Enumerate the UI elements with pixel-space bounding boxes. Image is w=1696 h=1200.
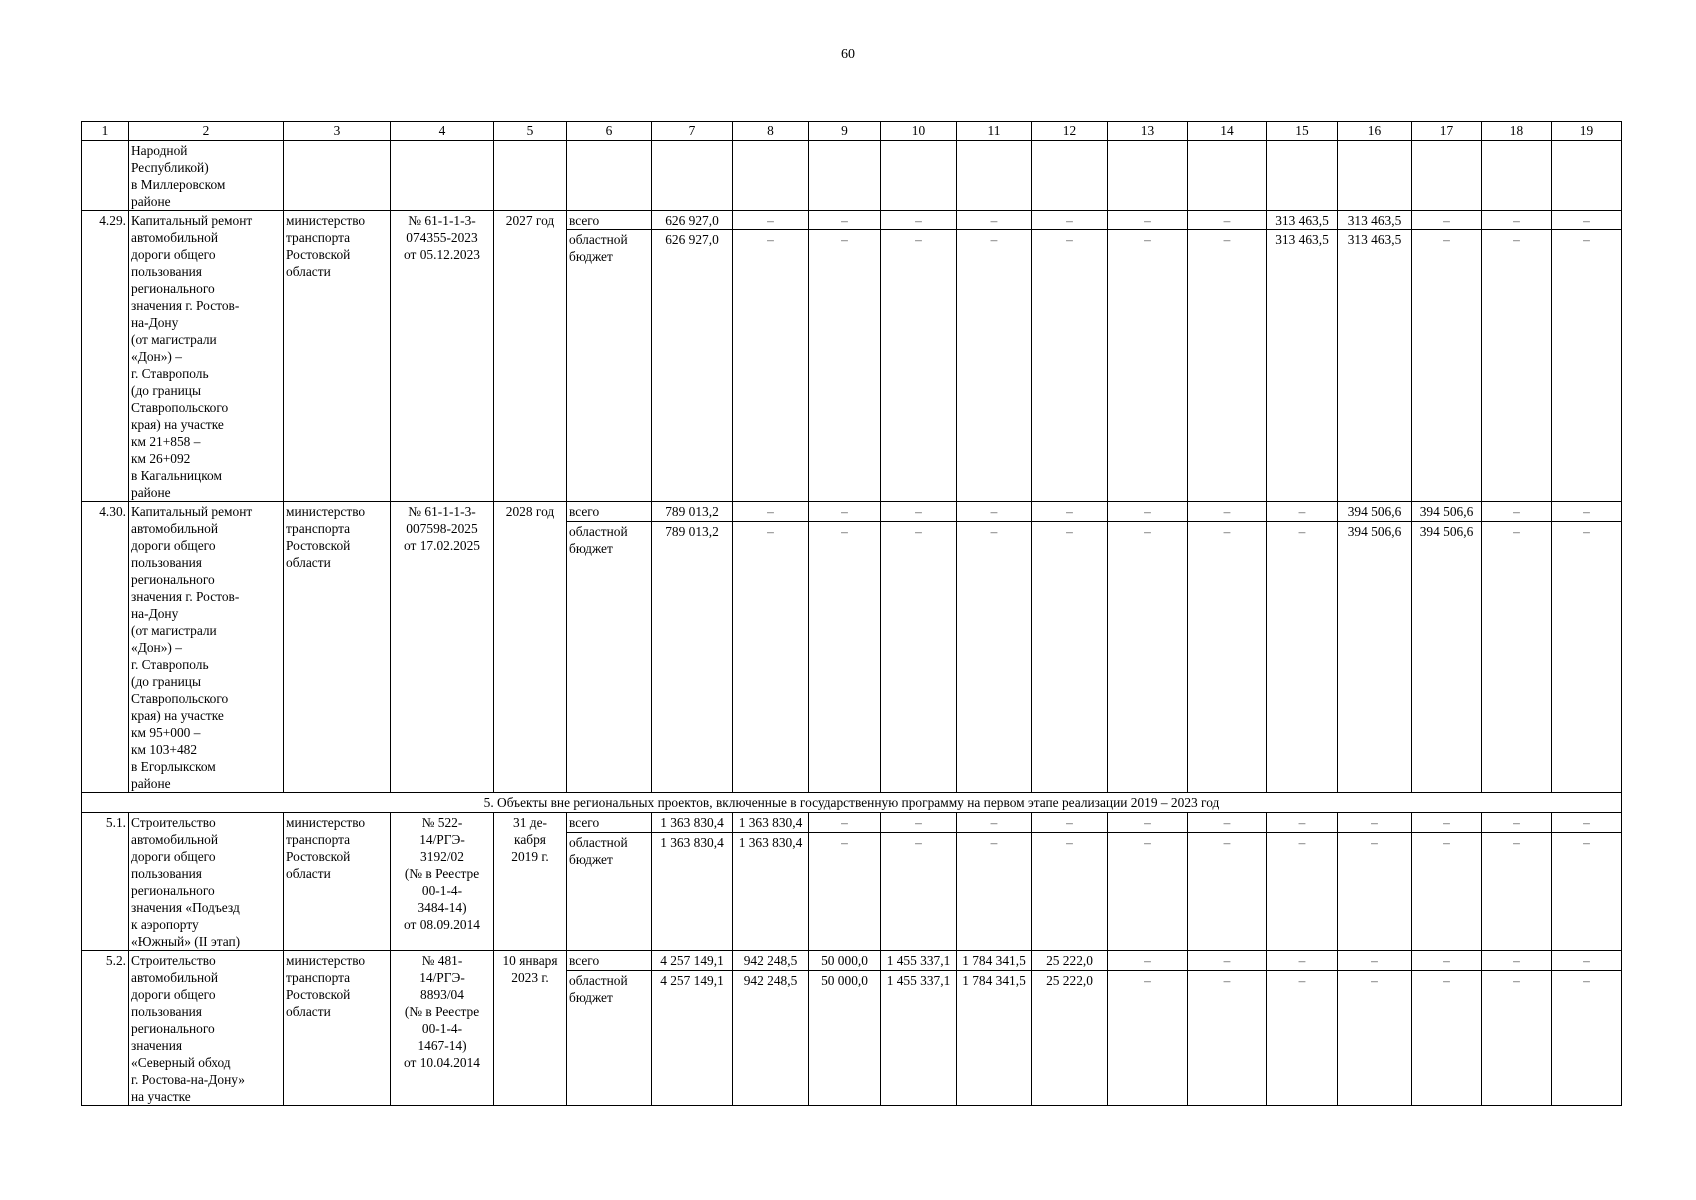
amount-cell: 789 013,2	[652, 522, 733, 793]
amount-cell: –	[1552, 833, 1622, 951]
amount-cell: –	[1188, 813, 1267, 833]
amount-cell: –	[957, 522, 1032, 793]
amount-cell: –	[1482, 813, 1552, 833]
funding-source: всего	[567, 951, 652, 971]
completion-term: 31 де- кабря 2019 г.	[494, 813, 567, 951]
column-number-15: 15	[1267, 122, 1338, 141]
amount-cell: –	[809, 211, 881, 230]
amount-cell: 1 455 337,1	[881, 951, 957, 971]
continued-cell-1	[82, 141, 129, 211]
amount-cell: 4 257 149,1	[652, 971, 733, 1106]
funding-source: областной бюджет	[567, 833, 652, 951]
amount-cell: –	[1267, 502, 1338, 522]
continued-cell-11	[957, 141, 1032, 211]
amount-cell: –	[809, 813, 881, 833]
document-reference: № 61-1-1-3- 074355-2023 от 05.12.2023	[391, 211, 494, 502]
continued-cell-6	[567, 141, 652, 211]
page-number: 60	[841, 47, 855, 62]
amount-cell: 394 506,6	[1338, 522, 1412, 793]
amount-cell: 942 248,5	[733, 951, 809, 971]
amount-cell: –	[1188, 833, 1267, 951]
amount-cell: 313 463,5	[1267, 211, 1338, 230]
amount-cell: –	[1552, 971, 1622, 1106]
section-heading: 5. Объекты вне региональных проектов, включенные в государственную программу на первом этапе реализации 2019 – 2023 год	[82, 793, 1622, 813]
executor: министерство транспорта Ростовской области	[284, 951, 391, 1106]
continued-cell-4	[391, 141, 494, 211]
executor: министерство транспорта Ростовской области	[284, 813, 391, 951]
amount-cell: –	[1267, 971, 1338, 1106]
amount-cell: –	[1482, 211, 1552, 230]
amount-cell: –	[733, 211, 809, 230]
amount-cell: –	[809, 833, 881, 951]
amount-cell: –	[1552, 211, 1622, 230]
amount-cell: –	[733, 522, 809, 793]
table-row	[82, 211, 1622, 230]
amount-cell: –	[1482, 833, 1552, 951]
amount-cell: 1 784 341,5	[957, 971, 1032, 1106]
column-number-19: 19	[1552, 122, 1622, 141]
continued-cell-5	[494, 141, 567, 211]
amount-cell: 942 248,5	[733, 971, 809, 1106]
amount-cell: –	[1338, 971, 1412, 1106]
amount-cell: –	[881, 502, 957, 522]
amount-cell: –	[881, 230, 957, 502]
object-number: 4.29.	[82, 211, 129, 502]
executor: министерство транспорта Ростовской области	[284, 211, 391, 502]
amount-cell: –	[1412, 211, 1482, 230]
executor: министерство транспорта Ростовской области	[284, 502, 391, 793]
column-number-11: 11	[957, 122, 1032, 141]
continued-cell-18	[1482, 141, 1552, 211]
continued-cell-13	[1108, 141, 1188, 211]
continued-cell-12	[1032, 141, 1108, 211]
amount-cell: –	[1108, 813, 1188, 833]
column-number-10: 10	[881, 122, 957, 141]
amount-cell: –	[1338, 813, 1412, 833]
amount-cell: 25 222,0	[1032, 971, 1108, 1106]
amount-cell: –	[1267, 813, 1338, 833]
amount-cell: –	[1108, 502, 1188, 522]
amount-cell: 25 222,0	[1032, 951, 1108, 971]
object-number: 5.1.	[82, 813, 129, 951]
amount-cell: –	[1412, 230, 1482, 502]
column-number-12: 12	[1032, 122, 1108, 141]
amount-cell: –	[1338, 833, 1412, 951]
column-number-row	[82, 122, 1622, 141]
amount-cell: –	[1188, 971, 1267, 1106]
continued-cell-17	[1412, 141, 1482, 211]
amount-cell: –	[1552, 813, 1622, 833]
amount-cell: –	[1032, 833, 1108, 951]
amount-cell: –	[1267, 522, 1338, 793]
amount-cell: 4 257 149,1	[652, 951, 733, 971]
amount-cell: 394 506,6	[1338, 502, 1412, 522]
amount-cell: –	[1412, 813, 1482, 833]
completion-term: 2028 год	[494, 502, 567, 793]
amount-cell: –	[1482, 502, 1552, 522]
object-name: Капитальный ремонт автомобильной дороги общего пользования регионального значения г. Ростов- на-Дону (от магистрали «Дон») – г. Ставрополь (до границы Ставропольского края) на участке км 95+000 – км 103+482 в Егорлыкском районе	[129, 502, 284, 793]
amount-cell: –	[1482, 230, 1552, 502]
amount-cell: –	[957, 833, 1032, 951]
amount-cell: –	[957, 230, 1032, 502]
amount-cell: –	[957, 502, 1032, 522]
amount-cell: –	[1412, 951, 1482, 971]
amount-cell: –	[809, 522, 881, 793]
column-number-3: 3	[284, 122, 391, 141]
continued-cell-19	[1552, 141, 1622, 211]
amount-cell: –	[1552, 951, 1622, 971]
amount-cell: 313 463,5	[1338, 211, 1412, 230]
continued-cell-7	[652, 141, 733, 211]
amount-cell: –	[1552, 230, 1622, 502]
amount-cell: 626 927,0	[652, 230, 733, 502]
amount-cell: 313 463,5	[1267, 230, 1338, 502]
amount-cell: 1 455 337,1	[881, 971, 957, 1106]
amount-cell: –	[1108, 951, 1188, 971]
amount-cell: –	[1338, 951, 1412, 971]
column-number-13: 13	[1108, 122, 1188, 141]
funding-source: областной бюджет	[567, 522, 652, 793]
funding-source: всего	[567, 211, 652, 230]
column-number-5: 5	[494, 122, 567, 141]
amount-cell: –	[1188, 502, 1267, 522]
amount-cell: –	[881, 833, 957, 951]
funding-source: всего	[567, 502, 652, 522]
amount-cell: 1 363 830,4	[652, 833, 733, 951]
amount-cell: 394 506,6	[1412, 502, 1482, 522]
amount-cell: –	[1267, 833, 1338, 951]
amount-cell: –	[1552, 522, 1622, 793]
column-number-1: 1	[82, 122, 129, 141]
column-number-9: 9	[809, 122, 881, 141]
amount-cell: –	[881, 522, 957, 793]
amount-cell: 626 927,0	[652, 211, 733, 230]
amount-cell: –	[881, 211, 957, 230]
amount-cell: –	[1108, 971, 1188, 1106]
continued-cell-14	[1188, 141, 1267, 211]
object-name: Капитальный ремонт автомобильной дороги общего пользования регионального значения г. Ростов- на-Дону (от магистрали «Дон») – г. Ставрополь (до границы Ставропольского края) на участке км 21+858 – км 26+092 в Кагальницком районе	[129, 211, 284, 502]
amount-cell: 313 463,5	[1338, 230, 1412, 502]
budget-table	[81, 121, 1622, 1106]
amount-cell: –	[1032, 211, 1108, 230]
column-number-17: 17	[1412, 122, 1482, 141]
continued-cell-16	[1338, 141, 1412, 211]
amount-cell: –	[1032, 502, 1108, 522]
continued-cell-2: Народной Республикой) в Миллеровском районе	[129, 141, 284, 211]
amount-cell: 1 363 830,4	[733, 833, 809, 951]
table-row	[82, 793, 1622, 813]
amount-cell: –	[1482, 971, 1552, 1106]
amount-cell: –	[1108, 522, 1188, 793]
column-number-2: 2	[129, 122, 284, 141]
amount-cell: –	[1188, 211, 1267, 230]
amount-cell: –	[1188, 951, 1267, 971]
document-reference: № 481- 14/РГЭ- 8893/04 (№ в Реестре 00-1-4- 1467-14) от 10.04.2014	[391, 951, 494, 1106]
continued-cell-8	[733, 141, 809, 211]
continued-cell-3	[284, 141, 391, 211]
amount-cell: –	[1482, 951, 1552, 971]
amount-cell: –	[1108, 211, 1188, 230]
continued-cell-15	[1267, 141, 1338, 211]
funding-source: областной бюджет	[567, 971, 652, 1106]
column-number-7: 7	[652, 122, 733, 141]
amount-cell: 50 000,0	[809, 951, 881, 971]
funding-source: всего	[567, 813, 652, 833]
amount-cell: –	[1032, 813, 1108, 833]
amount-cell: 1 363 830,4	[652, 813, 733, 833]
funding-source: областной бюджет	[567, 230, 652, 502]
continued-cell-10	[881, 141, 957, 211]
amount-cell: –	[809, 502, 881, 522]
amount-cell: –	[1552, 502, 1622, 522]
amount-cell: –	[1482, 522, 1552, 793]
column-number-8: 8	[733, 122, 809, 141]
amount-cell: –	[1412, 971, 1482, 1106]
column-number-14: 14	[1188, 122, 1267, 141]
column-number-18: 18	[1482, 122, 1552, 141]
continued-cell-9	[809, 141, 881, 211]
document-reference: № 61-1-1-3- 007598-2025 от 17.02.2025	[391, 502, 494, 793]
object-number: 5.2.	[82, 951, 129, 1106]
amount-cell: –	[1188, 230, 1267, 502]
object-name: Строительство автомобильной дороги общего пользования регионального значения «Подъезд к аэропорту «Южный» (II этап)	[129, 813, 284, 951]
column-number-16: 16	[1338, 122, 1412, 141]
amount-cell: –	[1032, 522, 1108, 793]
amount-cell: –	[1412, 833, 1482, 951]
amount-cell: –	[1108, 833, 1188, 951]
completion-term: 2027 год	[494, 211, 567, 502]
amount-cell: –	[957, 211, 1032, 230]
amount-cell: –	[957, 813, 1032, 833]
column-number-4: 4	[391, 122, 494, 141]
amount-cell: 50 000,0	[809, 971, 881, 1106]
amount-cell: 394 506,6	[1412, 522, 1482, 793]
amount-cell: –	[809, 230, 881, 502]
amount-cell: –	[733, 502, 809, 522]
table-row	[82, 502, 1622, 522]
table-body	[82, 122, 1622, 1106]
document-reference: № 522- 14/РГЭ- 3192/02 (№ в Реестре 00-1-4- 3484-14) от 08.09.2014	[391, 813, 494, 951]
object-name: Строительство автомобильной дороги общего пользования регионального значения «Северный обход г. Ростова-на-Дону» на участке	[129, 951, 284, 1106]
amount-cell: –	[1188, 522, 1267, 793]
column-number-6: 6	[567, 122, 652, 141]
amount-cell: –	[1108, 230, 1188, 502]
amount-cell: –	[1267, 951, 1338, 971]
amount-cell: –	[881, 813, 957, 833]
object-number: 4.30.	[82, 502, 129, 793]
amount-cell: 789 013,2	[652, 502, 733, 522]
table-row	[82, 141, 1622, 211]
amount-cell: 1 363 830,4	[733, 813, 809, 833]
amount-cell: –	[733, 230, 809, 502]
amount-cell: 1 784 341,5	[957, 951, 1032, 971]
completion-term: 10 января 2023 г.	[494, 951, 567, 1106]
table-row	[82, 951, 1622, 971]
amount-cell: –	[1032, 230, 1108, 502]
table-row	[82, 813, 1622, 833]
